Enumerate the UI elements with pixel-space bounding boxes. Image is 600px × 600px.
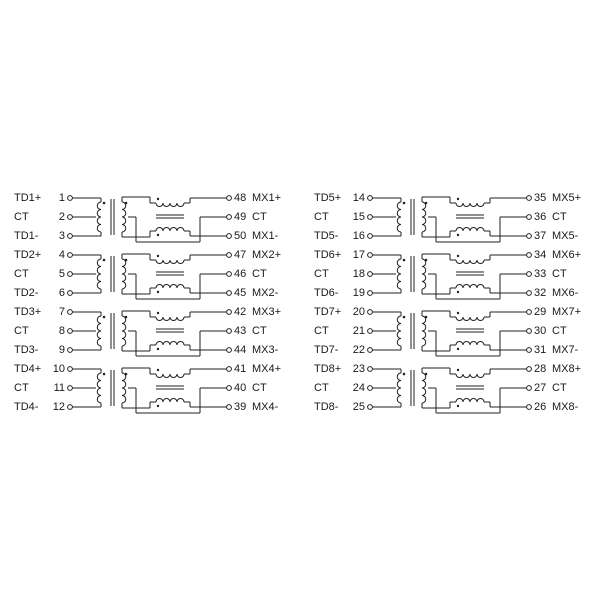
channel-block-3 (14, 306, 281, 356)
choke-coil (156, 285, 184, 288)
pin-number: 42 (234, 305, 247, 318)
pin-terminal (527, 405, 532, 410)
signal-label: CT (14, 324, 29, 337)
pin-number: 46 (234, 267, 247, 280)
pin-terminal (68, 367, 73, 372)
pin-number: 44 (234, 343, 247, 356)
pin-number: 37 (534, 229, 547, 242)
signal-label: CT (314, 210, 329, 223)
channel-block-2 (14, 249, 281, 299)
pin-number: 19 (352, 286, 365, 299)
pin-number: 5 (58, 267, 65, 280)
pin-terminal (227, 386, 232, 391)
pin-terminal (368, 386, 373, 391)
signal-label: TD8- (314, 400, 339, 413)
choke-coil (456, 260, 484, 264)
winding-coil (122, 316, 126, 346)
signal-label: MX5+ (552, 191, 582, 204)
pin-terminal (227, 367, 232, 372)
signal-label: CT (552, 267, 567, 280)
pin-number: 39 (234, 400, 247, 413)
signal-label: CT (252, 210, 267, 223)
pin-terminal (368, 291, 373, 296)
pin-number: 10 (52, 362, 65, 375)
signal-label: TD1- (14, 229, 39, 242)
signal-label: CT (252, 267, 267, 280)
signal-label: MX6- (552, 286, 579, 299)
pin-number: 24 (352, 381, 365, 394)
pin-terminal (527, 291, 532, 296)
signal-label: MX7+ (552, 305, 582, 318)
pin-terminal (227, 272, 232, 277)
winding-coil (422, 202, 426, 232)
pin-terminal (527, 196, 532, 201)
pin-number: 28 (534, 362, 547, 375)
signal-label: CT (14, 267, 29, 280)
polarity-dot (425, 259, 428, 262)
choke-coil (156, 399, 184, 403)
pin-number: 35 (534, 191, 547, 204)
signal-label: MX5- (552, 229, 579, 242)
pin-terminal (368, 196, 373, 201)
channel-block-8 (314, 363, 581, 413)
signal-label: MX8- (552, 400, 579, 413)
pin-number: 40 (234, 381, 247, 394)
polarity-dot (157, 198, 159, 200)
pin-number: 18 (352, 267, 365, 280)
signal-label: CT (14, 381, 29, 394)
pin-terminal (227, 215, 232, 220)
pin-terminal (368, 310, 373, 315)
signal-label: MX1+ (252, 191, 282, 204)
polarity-dot (103, 373, 106, 376)
winding-coil (397, 202, 401, 232)
polarity-dot (403, 316, 406, 319)
pin-terminal (227, 253, 232, 258)
signal-label: TD7- (314, 343, 339, 356)
signal-label: TD5+ (314, 191, 342, 204)
winding-coil (422, 259, 426, 289)
signal-label: MX2- (252, 286, 279, 299)
pin-number: 26 (534, 400, 547, 413)
choke-coil (456, 399, 484, 403)
pin-terminal (368, 405, 373, 410)
polarity-dot (457, 234, 459, 236)
pin-number: 50 (234, 229, 247, 242)
pin-terminal (368, 367, 373, 372)
pin-terminal (68, 386, 73, 391)
signal-label: TD5- (314, 229, 339, 242)
signal-label: CT (552, 324, 567, 337)
pin-number: 33 (534, 267, 547, 280)
pin-number: 31 (534, 343, 547, 356)
pin-number: 43 (234, 324, 247, 337)
signal-label: TD1+ (14, 191, 42, 204)
signal-label: MX3- (252, 343, 279, 356)
choke-coil (456, 374, 484, 378)
polarity-dot (125, 316, 128, 319)
signal-label: TD2+ (14, 248, 42, 261)
winding-coil (97, 373, 101, 403)
polarity-dot (157, 348, 159, 350)
polarity-dot (157, 291, 159, 293)
pin-terminal (368, 215, 373, 220)
signal-label: CT (252, 324, 267, 337)
pin-number: 48 (234, 191, 247, 204)
pin-terminal (527, 310, 532, 315)
pin-terminal (227, 348, 232, 353)
pin-terminal (68, 291, 73, 296)
pin-number: 1 (58, 191, 65, 204)
polarity-dot (457, 255, 459, 257)
pin-number: 6 (58, 286, 65, 299)
winding-coil (97, 316, 101, 346)
signal-label: CT (552, 210, 567, 223)
winding-coil (397, 373, 401, 403)
winding-coil (397, 259, 401, 289)
pin-number: 3 (58, 229, 65, 242)
pin-number: 4 (58, 248, 65, 261)
pin-number: 47 (234, 248, 247, 261)
pin-terminal (227, 291, 232, 296)
channel-block-6 (314, 249, 581, 299)
signal-label: CT (314, 324, 329, 337)
signal-label: CT (552, 381, 567, 394)
polarity-dot (457, 291, 459, 293)
pin-terminal (68, 405, 73, 410)
polarity-dot (403, 373, 406, 376)
winding-coil (122, 259, 126, 289)
polarity-dot (125, 259, 128, 262)
signal-label: TD4- (14, 400, 39, 413)
signal-label: MX4- (252, 400, 279, 413)
pin-number: 21 (352, 324, 365, 337)
pin-terminal (227, 234, 232, 239)
pin-terminal (68, 348, 73, 353)
signal-label: MX7- (552, 343, 579, 356)
pin-terminal (368, 329, 373, 334)
signal-label: MX6+ (552, 248, 582, 261)
signal-label: TD6+ (314, 248, 342, 261)
winding-coil (97, 259, 101, 289)
pin-number: 17 (352, 248, 365, 261)
pin-terminal (527, 234, 532, 239)
signal-label: TD2- (14, 286, 39, 299)
choke-coil (156, 203, 184, 207)
pin-terminal (368, 348, 373, 353)
channel-block-7 (314, 306, 581, 356)
choke-coil (456, 317, 484, 321)
polarity-dot (403, 259, 406, 262)
pin-number: 27 (534, 381, 547, 394)
signal-label: CT (314, 381, 329, 394)
polarity-dot (425, 373, 428, 376)
pin-number: 7 (58, 305, 65, 318)
pin-terminal (527, 272, 532, 277)
polarity-dot (125, 202, 128, 205)
polarity-dot (457, 405, 459, 407)
pin-number: 23 (352, 362, 365, 375)
pin-number: 12 (52, 400, 65, 413)
polarity-dot (125, 373, 128, 376)
winding-coil (97, 202, 101, 232)
polarity-dot (457, 198, 459, 200)
winding-coil (422, 316, 426, 346)
choke-coil (156, 342, 184, 345)
polarity-dot (425, 202, 428, 205)
pin-number: 15 (352, 210, 365, 223)
signal-label: MX1- (252, 229, 279, 242)
pin-number: 36 (534, 210, 547, 223)
signal-label: MX3+ (252, 305, 282, 318)
polarity-dot (103, 259, 106, 262)
pin-terminal (68, 253, 73, 258)
winding-coil (122, 202, 126, 232)
pin-terminal (527, 386, 532, 391)
polarity-dot (403, 202, 406, 205)
pin-terminal (227, 405, 232, 410)
signal-label: TD7+ (314, 305, 342, 318)
pin-number: 34 (534, 248, 547, 261)
choke-coil (456, 342, 484, 345)
pin-terminal (68, 196, 73, 201)
polarity-dot (103, 202, 106, 205)
pin-terminal (227, 196, 232, 201)
pin-terminal (227, 310, 232, 315)
choke-coil (156, 228, 184, 232)
pin-number: 29 (534, 305, 547, 318)
choke-coil (456, 203, 484, 207)
pin-number: 20 (352, 305, 365, 318)
polarity-dot (157, 255, 159, 257)
pin-terminal (368, 272, 373, 277)
pin-number: 32 (534, 286, 547, 299)
signal-label: MX4+ (252, 362, 282, 375)
pin-number: 16 (352, 229, 365, 242)
pin-terminal (68, 329, 73, 334)
polarity-dot (157, 369, 159, 371)
pin-number: 25 (352, 400, 365, 413)
pin-terminal (527, 348, 532, 353)
pin-number: 8 (58, 324, 65, 337)
signal-label: TD3+ (14, 305, 42, 318)
pin-number: 30 (534, 324, 547, 337)
signal-label: CT (252, 381, 267, 394)
pin-number: 49 (234, 210, 247, 223)
pin-terminal (227, 329, 232, 334)
choke-coil (156, 317, 184, 321)
pin-terminal (368, 253, 373, 258)
signal-label: MX2+ (252, 248, 282, 261)
signal-label: TD8+ (314, 362, 342, 375)
winding-coil (122, 373, 126, 403)
pin-terminal (527, 367, 532, 372)
polarity-dot (157, 312, 159, 314)
polarity-dot (157, 405, 159, 407)
pin-number: 14 (352, 191, 365, 204)
pin-terminal (68, 310, 73, 315)
pin-terminal (68, 215, 73, 220)
signal-label: CT (14, 210, 29, 223)
signal-label: MX8+ (552, 362, 582, 375)
choke-coil (456, 285, 484, 288)
signal-label: TD4+ (14, 362, 42, 375)
channel-block-1 (14, 192, 281, 242)
pin-number: 2 (58, 210, 65, 223)
pin-terminal (527, 253, 532, 258)
channel-block-4 (14, 363, 281, 413)
pin-number: 11 (53, 381, 65, 394)
signal-label: TD3- (14, 343, 39, 356)
pin-number: 41 (234, 362, 247, 375)
channel-block-5 (314, 192, 581, 242)
winding-coil (397, 316, 401, 346)
polarity-dot (103, 316, 106, 319)
pin-terminal (368, 234, 373, 239)
polarity-dot (157, 234, 159, 236)
pin-number: 45 (234, 286, 247, 299)
polarity-dot (425, 316, 428, 319)
pin-terminal (68, 272, 73, 277)
choke-coil (156, 260, 184, 264)
pin-terminal (68, 234, 73, 239)
winding-coil (422, 373, 426, 403)
pin-number: 22 (352, 343, 365, 356)
pin-terminal (527, 215, 532, 220)
pin-number: 9 (58, 343, 65, 356)
choke-coil (156, 374, 184, 378)
polarity-dot (457, 312, 459, 314)
polarity-dot (457, 348, 459, 350)
signal-label: TD6- (314, 286, 339, 299)
choke-coil (456, 228, 484, 232)
pin-terminal (527, 329, 532, 334)
signal-label: CT (314, 267, 329, 280)
polarity-dot (457, 369, 459, 371)
